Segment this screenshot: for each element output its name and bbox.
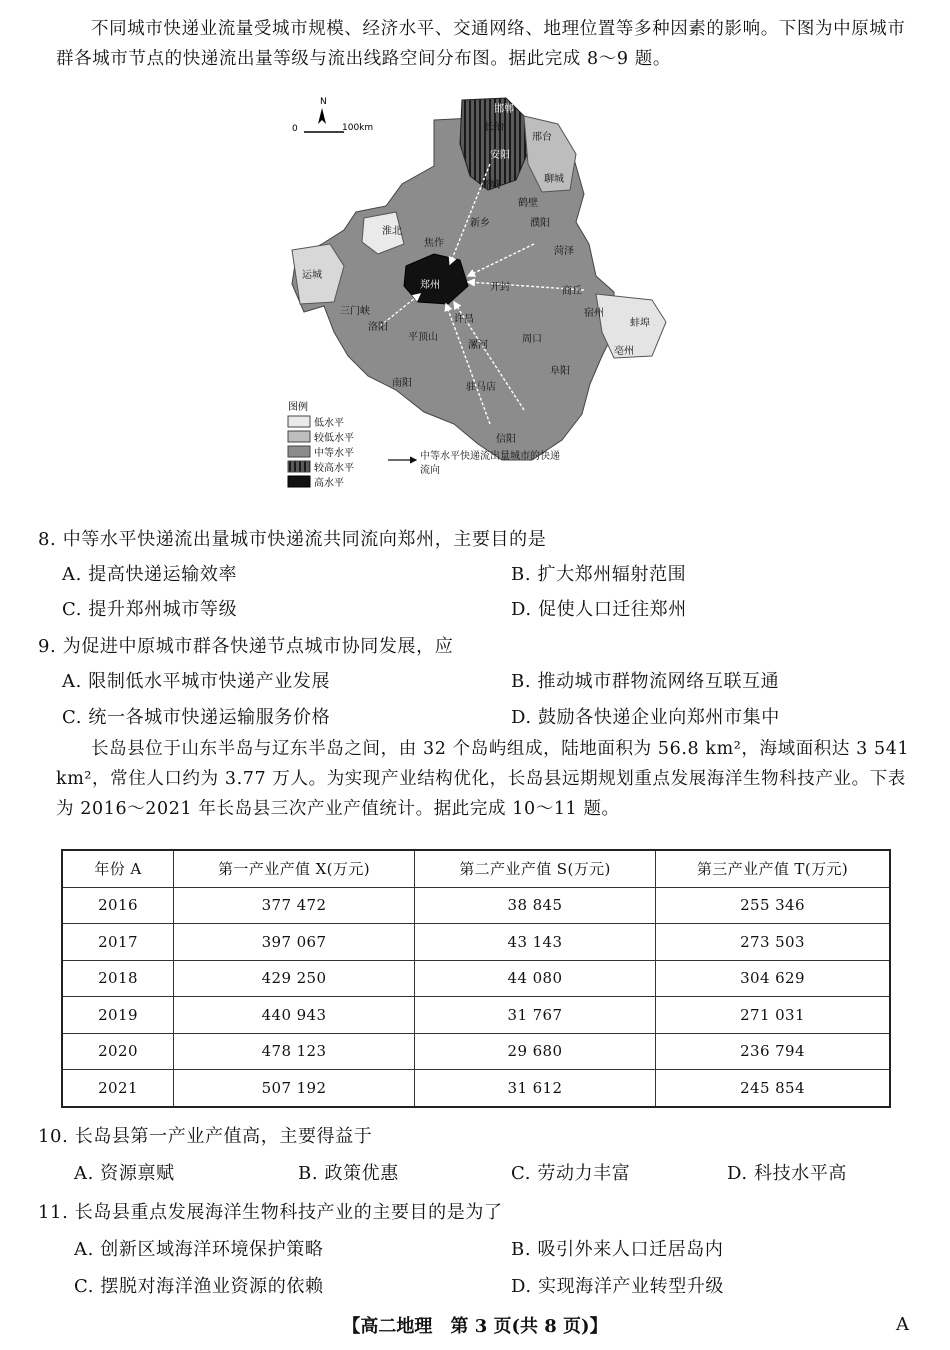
table-cell: 440 943 xyxy=(174,997,415,1034)
table-header-cell: 第二产业产值 S(万元) xyxy=(415,850,656,887)
city-label: 焦作 xyxy=(424,238,444,249)
intro-paragraph-1: 不同城市快递业流量受城市规模、经济水平、交通网络、地理位置等多种因素的影响。下图为中原城市群各城市节点的快递流出量等级与流出线路空间分布图。据此完成 8～9 题。 xyxy=(56,19,906,69)
table-cell: 43 143 xyxy=(415,924,656,961)
q11-option-c[interactable]: C. 摆脱对海洋渔业资源的依赖 xyxy=(74,1276,324,1297)
map-figure xyxy=(284,94,674,504)
q9-option-c[interactable]: C. 统一各城市快递运输服务价格 xyxy=(62,707,331,728)
city-label: 宿州 xyxy=(584,308,604,319)
city-label: 长治 xyxy=(484,122,504,133)
table-cell: 478 123 xyxy=(174,1033,415,1070)
table-cell: 2020 xyxy=(62,1033,174,1070)
legend-title: 图例 xyxy=(288,402,308,413)
table-cell: 38 845 xyxy=(415,887,656,924)
table-cell: 377 472 xyxy=(174,887,415,924)
question-11-stem: 11. 长岛县重点发展海洋生物科技产业的主要目的是为了 xyxy=(38,1202,503,1223)
city-label: 商丘 xyxy=(562,286,582,297)
q9-option-d[interactable]: D. 鼓励各快递企业向郑州市集中 xyxy=(511,707,780,728)
q10-option-b[interactable]: B. 政策优惠 xyxy=(298,1163,399,1184)
city-label: 蚌埠 xyxy=(630,318,650,329)
table-cell: 245 854 xyxy=(656,1070,891,1107)
city-label: 开封 xyxy=(490,282,510,293)
city-label: 淮北 xyxy=(382,226,402,237)
legend-arrow-label: 中等水平快递流出量城市的快递流向 xyxy=(420,451,560,476)
table-row xyxy=(62,997,890,1034)
table-cell: 236 794 xyxy=(656,1033,891,1070)
table-cell: 29 680 xyxy=(415,1033,656,1070)
city-label: 信阳 xyxy=(496,434,516,445)
table-cell: 271 031 xyxy=(656,997,891,1034)
industry-output-table xyxy=(61,849,891,1108)
table-cell: 273 503 xyxy=(656,924,891,961)
city-label: 周口 xyxy=(522,334,542,345)
table-row xyxy=(62,960,890,997)
city-label: 许昌 xyxy=(454,314,474,325)
city-label: 洛阳 xyxy=(368,322,388,333)
city-label: 亳州 xyxy=(614,346,634,357)
legend-item: 低水平 xyxy=(314,418,344,429)
north-label: N xyxy=(320,97,327,107)
city-label: 邯郸 xyxy=(494,104,514,115)
page-footer: 【高二地理 第 3 页(共 8 页)】 xyxy=(342,1316,608,1337)
q9-option-a[interactable]: A. 限制低水平城市快递产业发展 xyxy=(62,671,331,692)
city-label: 邢台 xyxy=(532,132,552,143)
city-label: 晋城 xyxy=(480,180,500,191)
table-cell: 304 629 xyxy=(656,960,891,997)
table-cell: 2017 xyxy=(62,924,174,961)
legend-item: 较低水平 xyxy=(314,433,354,444)
q11-option-b[interactable]: B. 吸引外来人口迁居岛内 xyxy=(511,1239,724,1260)
table-row xyxy=(62,887,890,924)
legend-item: 中等水平 xyxy=(314,448,354,459)
paper-version-mark: A xyxy=(896,1314,909,1335)
table-cell: 31 612 xyxy=(415,1070,656,1107)
table-header-cell: 第三产业产值 T(万元) xyxy=(656,850,891,887)
scale-label: 100km xyxy=(342,123,374,133)
q10-option-d[interactable]: D. 科技水平高 xyxy=(727,1163,848,1184)
city-label: 阜阳 xyxy=(550,366,570,377)
table-cell: 507 192 xyxy=(174,1070,415,1107)
q10-option-c[interactable]: C. 劳动力丰富 xyxy=(511,1163,631,1184)
table-row xyxy=(62,1033,890,1070)
express-flow-map xyxy=(284,94,674,504)
city-label: 濮阳 xyxy=(530,218,550,229)
city-label: 南阳 xyxy=(392,378,412,389)
q11-option-a[interactable]: A. 创新区域海洋环境保护策略 xyxy=(74,1239,324,1260)
table-cell: 44 080 xyxy=(415,960,656,997)
legend-item: 较高水平 xyxy=(314,463,354,474)
q8-option-d[interactable]: D. 促使人口迁往郑州 xyxy=(511,599,687,620)
city-label: 平顶山 xyxy=(408,332,438,343)
q8-option-a[interactable]: A. 提高快递运输效率 xyxy=(62,564,238,585)
table-cell: 2019 xyxy=(62,997,174,1034)
q8-option-c[interactable]: C. 提升郑州城市等级 xyxy=(62,599,238,620)
q9-option-b[interactable]: B. 推动城市群物流网络互联互通 xyxy=(511,671,780,692)
question-10-stem: 10. 长岛县第一产业产值高，主要得益于 xyxy=(38,1126,373,1147)
legend-item: 高水平 xyxy=(314,478,344,489)
table-cell: 397 067 xyxy=(174,924,415,961)
city-label: 安阳 xyxy=(490,150,510,161)
table-header-cell: 第一产业产值 X(万元) xyxy=(174,850,415,887)
intro-paragraph-2: 长岛县位于山东半岛与辽东半岛之间，由 32 个岛屿组成，陆地面积为 56.8 km²，海域面积达 3 541 km²，常住人口约为 3.77 万人。为实现产业结构优化，长岛县远期规划重点发展海洋生物科技产业。下表为 2016～2021 年长岛县三次产业产值统计。据此完成 10～11 题。 xyxy=(56,739,910,819)
q11-option-d[interactable]: D. 实现海洋产业转型升级 xyxy=(511,1276,725,1297)
table-header-cell: 年份 A xyxy=(62,850,174,887)
table-row xyxy=(62,924,890,961)
question-9-stem: 9. 为促进中原城市群各快递节点城市协同发展，应 xyxy=(38,636,454,657)
city-label: 聊城 xyxy=(544,174,564,185)
table-cell: 2018 xyxy=(62,960,174,997)
table-cell: 31 767 xyxy=(415,997,656,1034)
table-row xyxy=(62,1070,890,1107)
scale-zero: 0 xyxy=(292,124,298,134)
north-arrow-icon xyxy=(318,108,326,124)
city-label: 驻马店 xyxy=(466,382,496,393)
city-label: 漯河 xyxy=(468,340,488,351)
table-cell: 2021 xyxy=(62,1070,174,1107)
table-cell: 2016 xyxy=(62,887,174,924)
q10-option-a[interactable]: A. 资源禀赋 xyxy=(74,1163,175,1184)
city-label: 郑州 xyxy=(420,280,440,291)
q8-option-b[interactable]: B. 扩大郑州辐射范围 xyxy=(511,564,687,585)
city-label: 运城 xyxy=(302,270,322,281)
city-label: 菏泽 xyxy=(554,246,574,257)
city-label: 三门峡 xyxy=(340,306,370,317)
question-8-stem: 8. 中等水平快递流出量城市快递流共同流向郑州，主要目的是 xyxy=(38,529,547,550)
city-label: 鹤壁 xyxy=(518,198,538,209)
table-header-row xyxy=(62,850,890,887)
table-cell: 429 250 xyxy=(174,960,415,997)
table-cell: 255 346 xyxy=(656,887,891,924)
city-label: 新乡 xyxy=(470,218,490,229)
